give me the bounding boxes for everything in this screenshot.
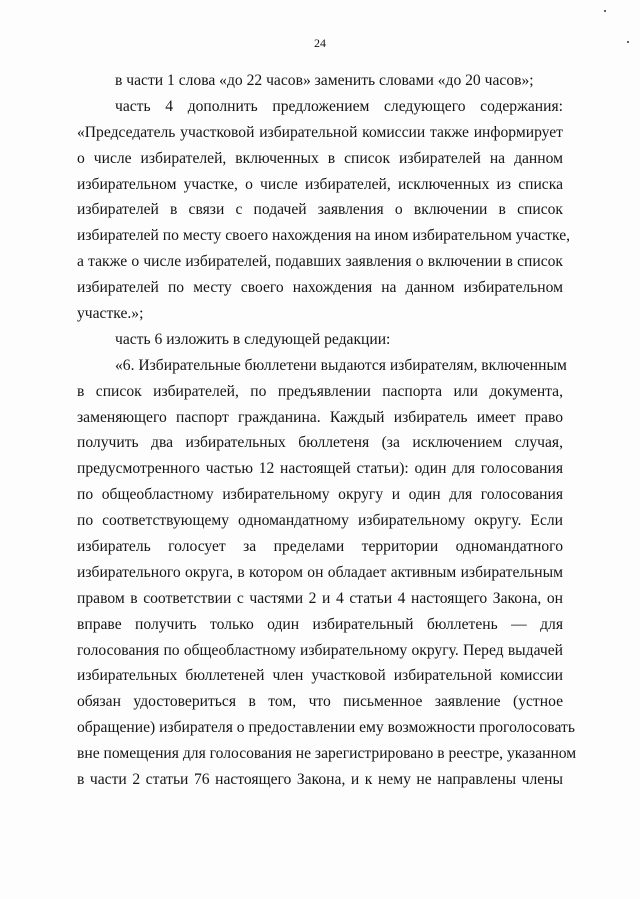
text-line: избирателей по месту своего нахождения на данном избирательном <box>77 279 563 297</box>
text-line: избирательном участке, о числе избирателей, исключенных из списка <box>77 175 563 193</box>
text-line: предусмотренного частью 12 настоящей статьи): один для голосования <box>77 460 563 478</box>
scan-speck <box>627 41 629 43</box>
text-line: избирательного округа, в котором он обладает активным избирательным <box>77 563 563 581</box>
text-line: по общеобластному избирательному округу и один для голосования <box>77 486 563 504</box>
paragraph-amend-part-6 <box>77 327 563 353</box>
document-body <box>77 68 577 793</box>
text-line: вне помещения для голосования не зарегистрировано в реестре, указанном <box>77 745 577 763</box>
scan-speck <box>604 10 606 12</box>
text-line: правом в соответствии с частями 2 и 4 статьи 4 настоящего Закона, он <box>77 589 563 607</box>
text-line: в части 2 статьи 76 настоящего Закона, и к нему не направлены члены <box>77 771 563 789</box>
text-line: получить два избирательных бюллетеня (за исключением случая, <box>77 434 563 452</box>
page-number: 24 <box>314 36 326 50</box>
text-line: обязан удостовериться в том, что письменное заявление (устное <box>77 693 563 711</box>
text-line: часть 4 дополнить предложением следующего содержания: <box>115 97 563 115</box>
paragraph-amend-part-4 <box>77 94 571 327</box>
text-line: избиратель голосует за пределами территории одномандатного <box>77 538 563 556</box>
text-line: а также о числе избирателей, подавших заявления о включении в список <box>77 253 563 271</box>
text-line: участке.»; <box>77 305 144 323</box>
text-line: заменяющего паспорт гражданина. Каждый избиратель имеет право <box>77 408 563 426</box>
text-line: в части 1 слова «до 22 часов» заменить словами «до 20 часов»; <box>115 72 534 89</box>
text-line: по соответствующему одномандатному избирательному округу. Если <box>77 512 563 530</box>
text-line: избирателей по месту своего нахождения на ином избирательном участке, <box>77 227 571 245</box>
text-line: в список избирателей, по предъявлении паспорта или документа, <box>77 382 563 400</box>
text-line: вправе получить только один избирательный бюллетень — для <box>77 615 563 633</box>
text-line: «6. Избирательные бюллетени выдаются избирателям, включенным <box>115 356 567 374</box>
text-line: голосования по общеобластному избирательному округу. Перед выдачей <box>77 641 563 659</box>
paragraph-amend-part-1 <box>77 68 563 94</box>
text-line: часть 6 изложить в следующей редакции: <box>115 330 391 348</box>
paragraph-part-6-text <box>77 353 577 793</box>
text-line: «Председатель участковой избирательной комиссии также информирует <box>77 123 563 141</box>
text-line: избирательных бюллетеней член участковой избирательной комиссии <box>77 667 563 685</box>
text-line: о числе избирателей, включенных в список избирателей на данном <box>77 149 563 167</box>
text-line: избирателей в связи с подачей заявления о включении в список <box>77 201 563 219</box>
text-line: обращение) избирателя о предоставлении ему возможности проголосовать <box>77 719 575 737</box>
